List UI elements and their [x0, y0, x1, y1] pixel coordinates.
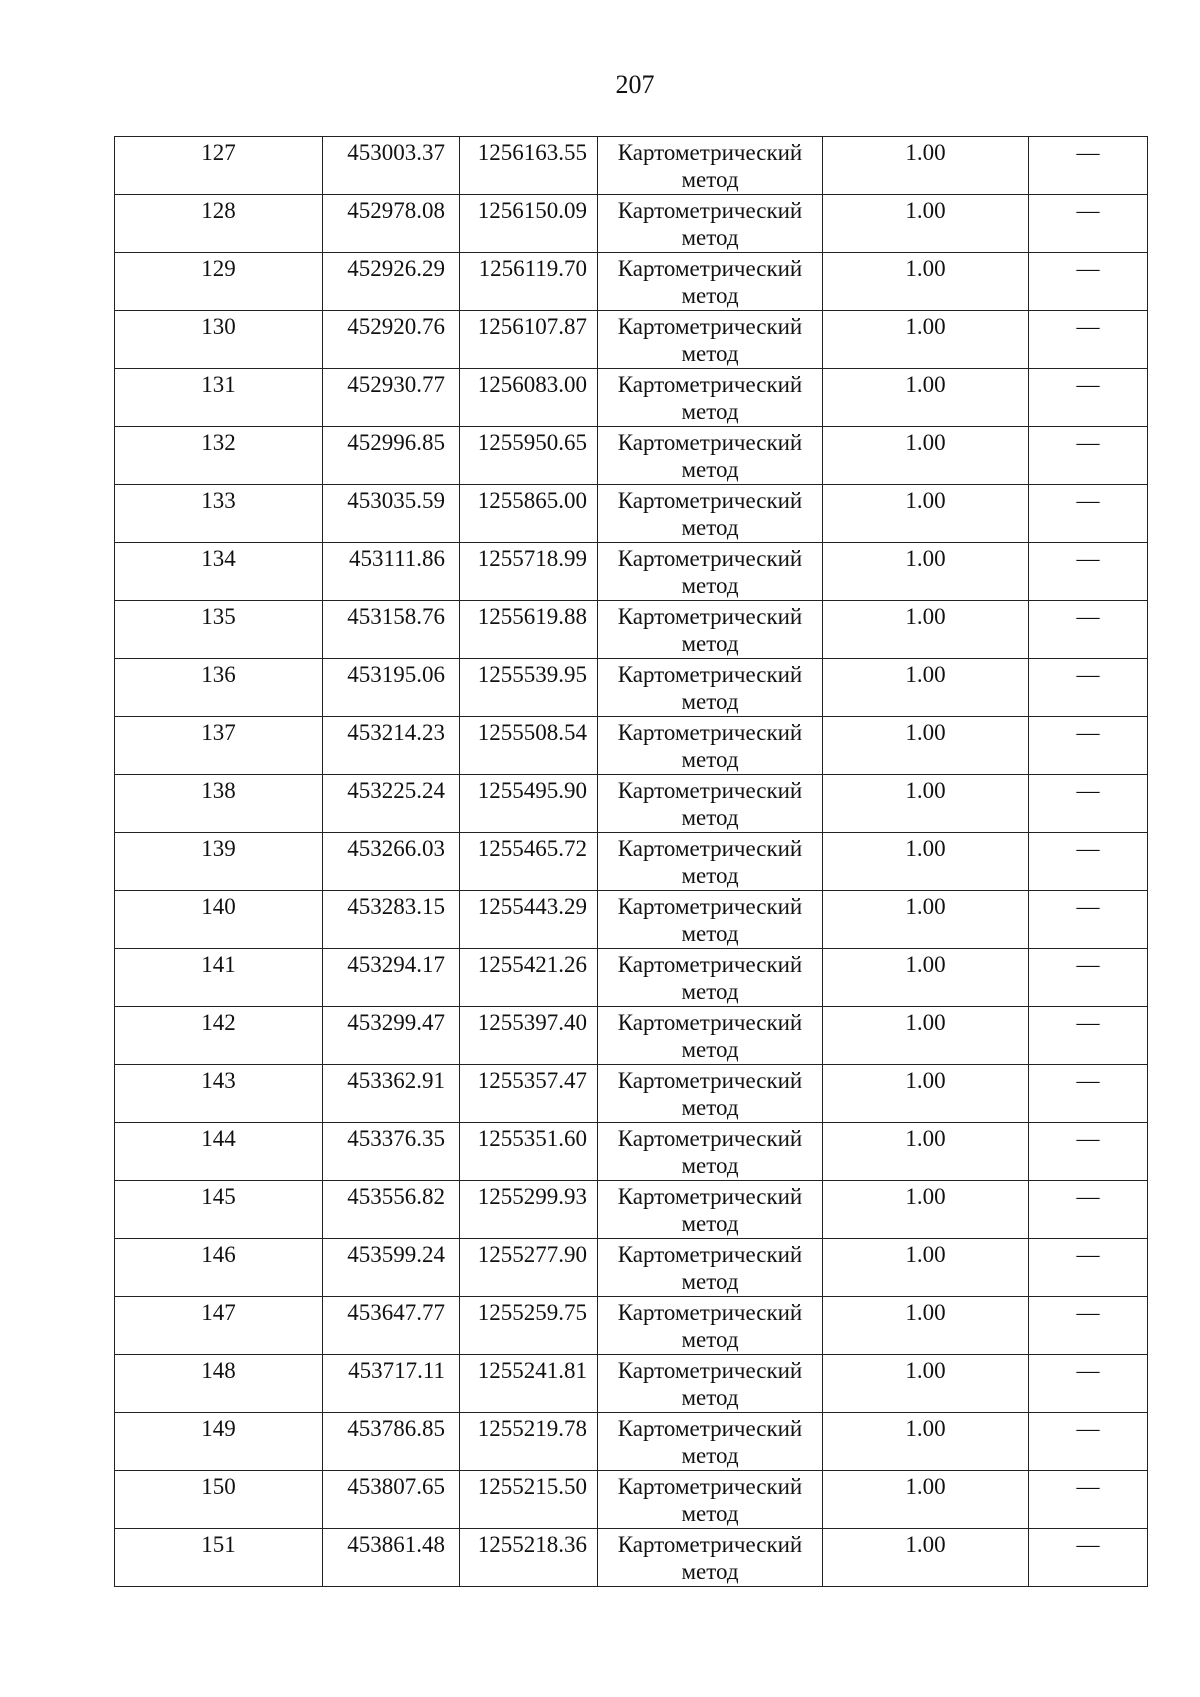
method-line-1: Картометрический [617, 198, 803, 223]
point-number-cell: 143 [115, 1065, 323, 1123]
method-line-2: метод [681, 1269, 739, 1294]
x-coordinate-cell: 453003.37 [323, 137, 460, 195]
method-cell [598, 543, 823, 601]
method-line-1: Картометрический [617, 1068, 803, 1093]
x-coordinate-cell: 453717.11 [323, 1355, 460, 1413]
point-number-cell: 134 [115, 543, 323, 601]
method-cell [598, 485, 823, 543]
method-line-1: Картометрический [617, 372, 803, 397]
note-cell: — [1029, 485, 1148, 543]
point-number-cell: 140 [115, 891, 323, 949]
accuracy-cell: 1.00 [823, 775, 1029, 833]
accuracy-cell: 1.00 [823, 137, 1029, 195]
accuracy-cell: 1.00 [823, 195, 1029, 253]
note-cell: — [1029, 1123, 1148, 1181]
method-cell [598, 1471, 823, 1529]
x-coordinate-cell: 453283.15 [323, 891, 460, 949]
note-cell: — [1029, 717, 1148, 775]
point-number-cell: 144 [115, 1123, 323, 1181]
y-coordinate-cell: 1255508.54 [460, 717, 598, 775]
point-number-cell: 131 [115, 369, 323, 427]
note-cell: — [1029, 1413, 1148, 1471]
method-line-1: Картометрический [617, 1184, 803, 1209]
accuracy-cell: 1.00 [823, 833, 1029, 891]
accuracy-cell: 1.00 [823, 891, 1029, 949]
note-cell: — [1029, 1529, 1148, 1587]
accuracy-cell: 1.00 [823, 1355, 1029, 1413]
y-coordinate-cell: 1255421.26 [460, 949, 598, 1007]
method-line-1: Картометрический [617, 1126, 803, 1151]
method-cell [598, 659, 823, 717]
table-row [115, 485, 1148, 543]
table-row [115, 601, 1148, 659]
note-cell: — [1029, 601, 1148, 659]
method-line-2: метод [681, 1501, 739, 1526]
method-line-1: Картометрический [617, 546, 803, 571]
table-row [115, 1529, 1148, 1587]
point-number-cell: 146 [115, 1239, 323, 1297]
table-row [115, 253, 1148, 311]
method-line-1: Картометрический [617, 1416, 803, 1441]
note-cell: — [1029, 195, 1148, 253]
y-coordinate-cell: 1255277.90 [460, 1239, 598, 1297]
method-line-2: метод [681, 283, 739, 308]
point-number-cell: 137 [115, 717, 323, 775]
method-cell [598, 833, 823, 891]
method-line-2: метод [681, 1211, 739, 1236]
y-coordinate-cell: 1255495.90 [460, 775, 598, 833]
accuracy-cell: 1.00 [823, 1239, 1029, 1297]
table-row [115, 427, 1148, 485]
x-coordinate-cell: 452930.77 [323, 369, 460, 427]
point-number-cell: 130 [115, 311, 323, 369]
y-coordinate-cell: 1255357.47 [460, 1065, 598, 1123]
method-line-1: Картометрический [617, 720, 803, 745]
point-number-cell: 148 [115, 1355, 323, 1413]
point-number-cell: 149 [115, 1413, 323, 1471]
x-coordinate-cell: 453786.85 [323, 1413, 460, 1471]
x-coordinate-cell: 453299.47 [323, 1007, 460, 1065]
accuracy-cell: 1.00 [823, 717, 1029, 775]
accuracy-cell: 1.00 [823, 949, 1029, 1007]
y-coordinate-cell: 1255299.93 [460, 1181, 598, 1239]
method-line-1: Картометрический [617, 662, 803, 687]
note-cell: — [1029, 1471, 1148, 1529]
point-number-cell: 150 [115, 1471, 323, 1529]
accuracy-cell: 1.00 [823, 253, 1029, 311]
method-cell [598, 369, 823, 427]
x-coordinate-cell: 453214.23 [323, 717, 460, 775]
table-row [115, 1471, 1148, 1529]
table-row [115, 1413, 1148, 1471]
y-coordinate-cell: 1256163.55 [460, 137, 598, 195]
x-coordinate-cell: 453861.48 [323, 1529, 460, 1587]
y-coordinate-cell: 1255865.00 [460, 485, 598, 543]
note-cell: — [1029, 1007, 1148, 1065]
table-row [115, 717, 1148, 775]
method-line-2: метод [681, 573, 739, 598]
note-cell: — [1029, 311, 1148, 369]
method-line-1: Картометрический [617, 836, 803, 861]
method-cell [598, 1065, 823, 1123]
method-cell [598, 1355, 823, 1413]
method-cell [598, 717, 823, 775]
y-coordinate-cell: 1255218.36 [460, 1529, 598, 1587]
table-row [115, 369, 1148, 427]
accuracy-cell: 1.00 [823, 1181, 1029, 1239]
method-line-1: Картометрический [617, 894, 803, 919]
coordinates-table [114, 136, 1148, 1587]
method-cell [598, 195, 823, 253]
method-line-2: метод [681, 457, 739, 482]
x-coordinate-cell: 452926.29 [323, 253, 460, 311]
method-line-1: Картометрический [617, 1474, 803, 1499]
point-number-cell: 138 [115, 775, 323, 833]
method-cell [598, 1007, 823, 1065]
table-row [115, 949, 1148, 1007]
note-cell: — [1029, 543, 1148, 601]
table-row [115, 1065, 1148, 1123]
point-number-cell: 151 [115, 1529, 323, 1587]
note-cell: — [1029, 833, 1148, 891]
table-row [115, 1123, 1148, 1181]
point-number-cell: 142 [115, 1007, 323, 1065]
note-cell: — [1029, 1355, 1148, 1413]
x-coordinate-cell: 452920.76 [323, 311, 460, 369]
y-coordinate-cell: 1255465.72 [460, 833, 598, 891]
accuracy-cell: 1.00 [823, 659, 1029, 717]
method-cell [598, 1297, 823, 1355]
table-row [115, 1181, 1148, 1239]
table-row [115, 1355, 1148, 1413]
x-coordinate-cell: 453195.06 [323, 659, 460, 717]
y-coordinate-cell: 1255259.75 [460, 1297, 598, 1355]
method-cell [598, 1413, 823, 1471]
method-cell [598, 949, 823, 1007]
method-line-1: Картометрический [617, 1010, 803, 1035]
accuracy-cell: 1.00 [823, 1297, 1029, 1355]
method-line-2: метод [681, 167, 739, 192]
table-row [115, 1297, 1148, 1355]
table-row [115, 833, 1148, 891]
note-cell: — [1029, 659, 1148, 717]
method-line-1: Картометрический [617, 1242, 803, 1267]
method-line-1: Картометрический [617, 430, 803, 455]
x-coordinate-cell: 453556.82 [323, 1181, 460, 1239]
method-line-1: Картометрический [617, 1300, 803, 1325]
method-line-2: метод [681, 805, 739, 830]
method-line-1: Картометрический [617, 952, 803, 977]
x-coordinate-cell: 453376.35 [323, 1123, 460, 1181]
table-row [115, 659, 1148, 717]
table-row [115, 1239, 1148, 1297]
x-coordinate-cell: 453266.03 [323, 833, 460, 891]
x-coordinate-cell: 453362.91 [323, 1065, 460, 1123]
note-cell: — [1029, 369, 1148, 427]
method-line-1: Картометрический [617, 1532, 803, 1557]
note-cell: — [1029, 891, 1148, 949]
point-number-cell: 135 [115, 601, 323, 659]
x-coordinate-cell: 452978.08 [323, 195, 460, 253]
x-coordinate-cell: 453225.24 [323, 775, 460, 833]
method-cell [598, 891, 823, 949]
point-number-cell: 141 [115, 949, 323, 1007]
accuracy-cell: 1.00 [823, 1123, 1029, 1181]
point-number-cell: 147 [115, 1297, 323, 1355]
point-number-cell: 145 [115, 1181, 323, 1239]
method-line-2: метод [681, 863, 739, 888]
accuracy-cell: 1.00 [823, 1007, 1029, 1065]
note-cell: — [1029, 1239, 1148, 1297]
y-coordinate-cell: 1255950.65 [460, 427, 598, 485]
table-row [115, 137, 1148, 195]
method-line-1: Картометрический [617, 140, 803, 165]
method-cell [598, 775, 823, 833]
page-number: 207 [615, 70, 655, 99]
method-cell [598, 137, 823, 195]
accuracy-cell: 1.00 [823, 485, 1029, 543]
accuracy-cell: 1.00 [823, 1471, 1029, 1529]
y-coordinate-cell: 1255397.40 [460, 1007, 598, 1065]
method-line-2: метод [681, 689, 739, 714]
accuracy-cell: 1.00 [823, 543, 1029, 601]
point-number-cell: 136 [115, 659, 323, 717]
table-row [115, 311, 1148, 369]
method-line-2: метод [681, 747, 739, 772]
accuracy-cell: 1.00 [823, 311, 1029, 369]
method-cell [598, 1123, 823, 1181]
note-cell: — [1029, 775, 1148, 833]
table-row [115, 891, 1148, 949]
method-cell [598, 601, 823, 659]
accuracy-cell: 1.00 [823, 601, 1029, 659]
coordinates-table-body [115, 137, 1148, 1587]
method-line-1: Картометрический [617, 488, 803, 513]
y-coordinate-cell: 1255718.99 [460, 543, 598, 601]
table-row [115, 195, 1148, 253]
point-number-cell: 128 [115, 195, 323, 253]
method-line-2: метод [681, 631, 739, 656]
y-coordinate-cell: 1255443.29 [460, 891, 598, 949]
accuracy-cell: 1.00 [823, 1065, 1029, 1123]
y-coordinate-cell: 1256150.09 [460, 195, 598, 253]
x-coordinate-cell: 453807.65 [323, 1471, 460, 1529]
point-number-cell: 133 [115, 485, 323, 543]
method-line-2: метод [681, 1443, 739, 1468]
x-coordinate-cell: 452996.85 [323, 427, 460, 485]
method-line-1: Картометрический [617, 314, 803, 339]
table-row [115, 543, 1148, 601]
method-line-2: метод [681, 1037, 739, 1062]
point-number-cell: 127 [115, 137, 323, 195]
x-coordinate-cell: 453647.77 [323, 1297, 460, 1355]
method-line-1: Картометрический [617, 778, 803, 803]
note-cell: — [1029, 137, 1148, 195]
point-number-cell: 129 [115, 253, 323, 311]
y-coordinate-cell: 1255351.60 [460, 1123, 598, 1181]
note-cell: — [1029, 1065, 1148, 1123]
y-coordinate-cell: 1256119.70 [460, 253, 598, 311]
y-coordinate-cell: 1256083.00 [460, 369, 598, 427]
y-coordinate-cell: 1255241.81 [460, 1355, 598, 1413]
method-line-2: метод [681, 1559, 739, 1584]
y-coordinate-cell: 1256107.87 [460, 311, 598, 369]
y-coordinate-cell: 1255215.50 [460, 1471, 598, 1529]
method-line-1: Картометрический [617, 1358, 803, 1383]
method-line-2: метод [681, 225, 739, 250]
y-coordinate-cell: 1255619.88 [460, 601, 598, 659]
method-cell [598, 253, 823, 311]
method-line-1: Картометрический [617, 604, 803, 629]
method-line-2: метод [681, 341, 739, 366]
method-line-2: метод [681, 399, 739, 424]
y-coordinate-cell: 1255539.95 [460, 659, 598, 717]
method-cell [598, 1239, 823, 1297]
method-line-2: метод [681, 515, 739, 540]
x-coordinate-cell: 453111.86 [323, 543, 460, 601]
method-cell [598, 1181, 823, 1239]
method-line-2: метод [681, 1327, 739, 1352]
point-number-cell: 132 [115, 427, 323, 485]
method-cell [598, 1529, 823, 1587]
note-cell: — [1029, 1181, 1148, 1239]
method-cell [598, 427, 823, 485]
x-coordinate-cell: 453158.76 [323, 601, 460, 659]
table-row [115, 1007, 1148, 1065]
method-line-2: метод [681, 1385, 739, 1410]
accuracy-cell: 1.00 [823, 1413, 1029, 1471]
note-cell: — [1029, 949, 1148, 1007]
y-coordinate-cell: 1255219.78 [460, 1413, 598, 1471]
note-cell: — [1029, 427, 1148, 485]
x-coordinate-cell: 453035.59 [323, 485, 460, 543]
accuracy-cell: 1.00 [823, 427, 1029, 485]
x-coordinate-cell: 453294.17 [323, 949, 460, 1007]
note-cell: — [1029, 1297, 1148, 1355]
note-cell: — [1029, 253, 1148, 311]
method-line-2: метод [681, 979, 739, 1004]
method-cell [598, 311, 823, 369]
point-number-cell: 139 [115, 833, 323, 891]
table-row [115, 775, 1148, 833]
accuracy-cell: 1.00 [823, 369, 1029, 427]
method-line-2: метод [681, 921, 739, 946]
accuracy-cell: 1.00 [823, 1529, 1029, 1587]
method-line-2: метод [681, 1095, 739, 1120]
method-line-2: метод [681, 1153, 739, 1178]
method-line-1: Картометрический [617, 256, 803, 281]
x-coordinate-cell: 453599.24 [323, 1239, 460, 1297]
